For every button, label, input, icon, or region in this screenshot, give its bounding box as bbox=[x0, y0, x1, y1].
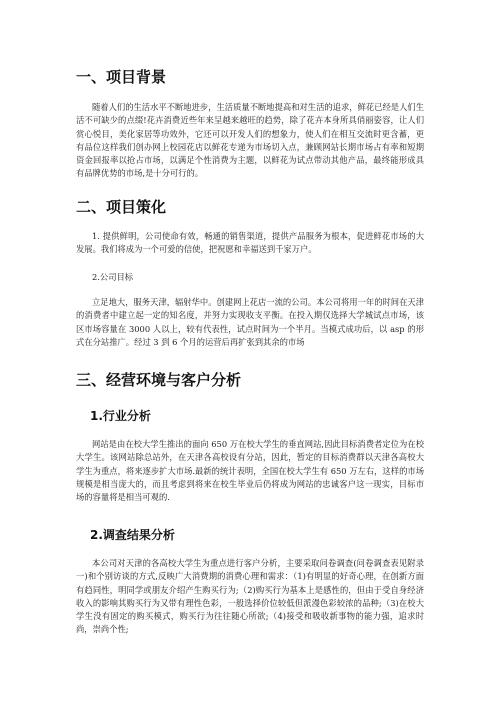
paragraph-background: 随着人们的生活水平不断地进步，生活质量不断地提高和对生活的追求，鲜花已经是人们生活不可缺少的点缀!花卉消费近些年来呈越来越旺的趋势，除了花卉本身所具俏丽姿容，让人们赏心悦目，美化家居等功效外，它还可以开发人们的想象力，使人们在相互交流时更含蓄，更有品位这样我们创办网上校园花店以鲜花专递为市场切入点，兼顾网站长期市场占有率和短期资金回报率以抢占市场，以满足个性消费为主题，以鲜花为试点带动其他产品，最终能形成具有品牌优势的市场,是十分可行的。 bbox=[76, 102, 424, 179]
paragraph-company-goals: 立足地大，服务天津，辐射华中。创建网上花店一流的公司。本公司将用一年的时间在天津的消费者中建立起一定的知名度，并努力实现收支平衡。在投入期仅选择大学城试点市场，该区市场容量在 3000 人以上，较有代表性，试点时间为一个半月。当模式成功后，以 asp 的形式在分站推广。经过 3 到 6 个月的运营后再扩张到其余的市场 bbox=[76, 297, 424, 347]
paragraph-industry-analysis: 网站是由在校大学生推出的面向 650 万在校大学生的垂直网站,因此目标消费者定位为在校大学生。该网站除总站外，在天津各高校设有分站，因此，暂定的目标消费群以天津各高校大学生为重点，将来逐步扩大市场.最新的统计表明，全国在校大学生有 650 万左右，这样的市场规模是相当庞大的，而且考虑到将来在校生毕业后仍将成为网站的忠诚客户这一现实，目标市场的容量将是相当可观的. bbox=[76, 439, 424, 503]
subheading-survey-analysis: 2.调查结果分析 bbox=[90, 528, 175, 542]
section-heading-environment: 三、经营环境与客户分析 bbox=[76, 371, 242, 389]
paragraph-survey-analysis: 本公司对天津的各高校大学生为重点进行客户分析，主要采取问卷调查(问卷调查表见附录一)和个别访谈的方式,反映广大消费期的消费心理和需求：（1)有明显的好奇心理，在创新方面有趋同性，明同学或朋友介绍产生购买行为;（2)购买行为基本上是感性的，但由于受自身经济收入的影响其购买行为又带有理性色彩，一般选择价位较低但派漫色彩较浓的品种;（3)在校大学生没有固定的购买模式，购买行为往往随心所欲;（4)接受和吸收新事物的能力强，追求时尚，崇尚个性; bbox=[76, 558, 424, 635]
subheading-industry-analysis: 1.行业分析 bbox=[90, 409, 151, 423]
subheading-company-goals: 2.公司目标 bbox=[92, 272, 134, 282]
section-heading-planning: 二、项目策化 bbox=[76, 198, 167, 216]
paragraph-planning-mission: 1. 提供鲜明，公司使命有效，畅通的销售渠道，提供产品服务为根本，促进鲜花市场的大发展。我们将成为一个可爱的信使，把祝愿和幸福送到千家万户。 bbox=[76, 231, 424, 255]
section-heading-background: 一、项目背景 bbox=[76, 68, 167, 86]
